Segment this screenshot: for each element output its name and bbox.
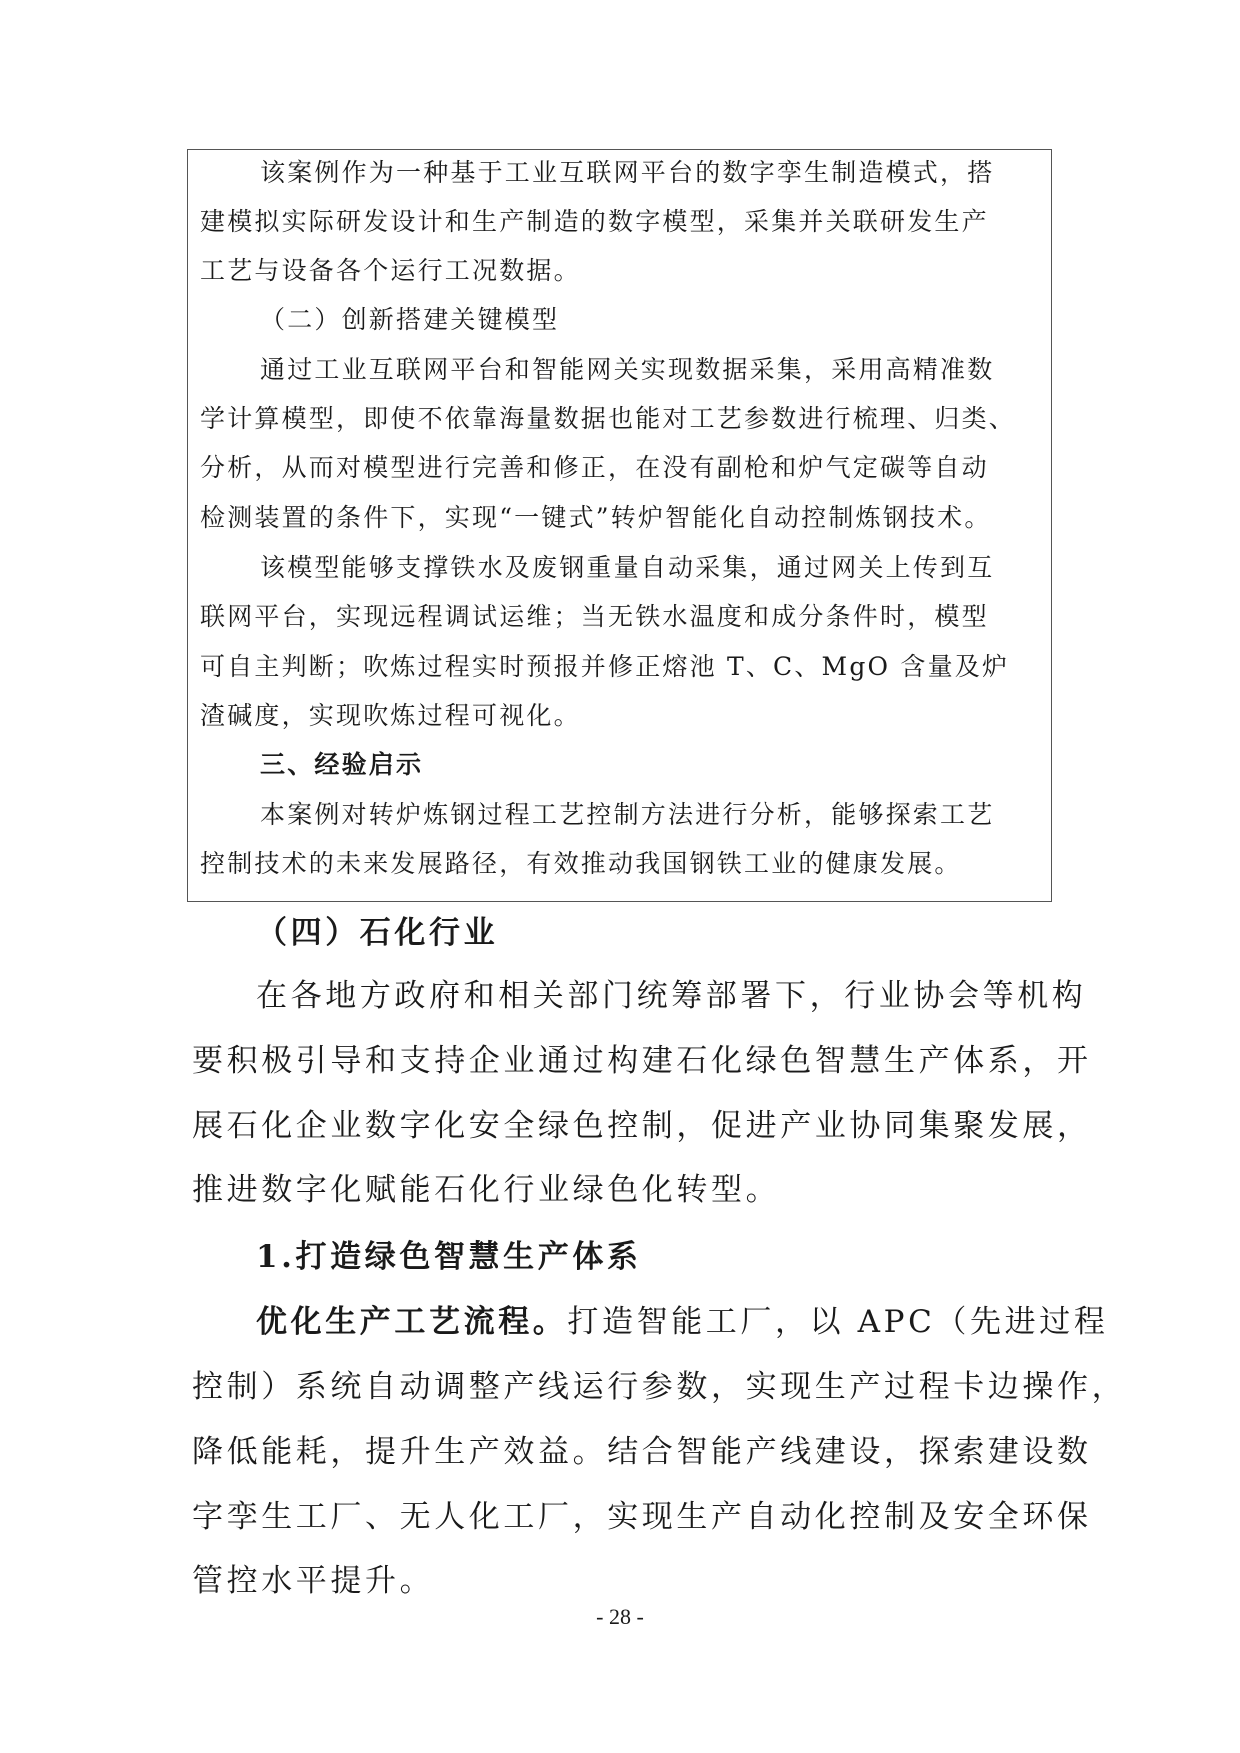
case-paragraph-line: 该模型能够支撑铁水及废钢重量自动采集，通过网关上传到互 [260,553,995,582]
case-paragraph-line: 检测装置的条件下，实现“一键式”转炉智能化自动控制炼钢技术。 [200,503,992,532]
case-paragraph-line: 本案例对转炉炼钢过程工艺控制方法进行分析，能够探索工艺 [260,800,995,829]
case-paragraph-line: 建模拟实际研发设计和生产制造的数字模型，采集并关联研发生产 [200,207,989,236]
body-paragraph-line: 在各地方政府和相关部门统筹部署下，行业协会等机构 [256,978,1087,1014]
case-paragraph-line: 该案例作为一种基于工业互联网平台的数字孪生制造模式，搭 [260,158,995,187]
body-paragraph-line: 管控水平提升。 [192,1563,435,1599]
body-paragraph-line [256,1304,1108,1340]
case-paragraph-line: 控制技术的未来发展路径，有效推动我国钢铁工业的健康发展。 [200,849,962,878]
case-paragraph-line: 学计算模型，即使不依靠海量数据也能对工艺参数进行梳理、归类、 [200,404,1017,433]
body-paragraph-line: 控制）系统自动调整产线运行参数，实现生产过程卡边操作， [192,1369,1127,1405]
case-paragraph-line: 联网平台，实现远程调试运维；当无铁水温度和成分条件时，模型 [200,602,989,631]
body-paragraph-line: 推进数字化赋能石化行业绿色化转型。 [192,1172,781,1208]
case-paragraph-line: 通过工业互联网平台和智能网关实现数据采集，采用高精准数 [260,355,995,384]
case-study-box [187,149,1052,902]
body-paragraph-line: 降低能耗，提升生产效益。结合智能产线建设，探索建设数 [192,1434,1092,1470]
paragraph-lead-rest: 打造智能工厂，以 APC（先进过程 [567,1304,1109,1340]
body-paragraph-line: 要积极引导和支持企业通过构建石化绿色智慧生产体系，开 [192,1043,1092,1079]
body-paragraph-line: 字孪生工厂、无人化工厂，实现生产自动化控制及安全环保 [192,1499,1092,1535]
case-paragraph-line: 分析，从而对模型进行完善和修正，在没有副枪和炉气定碳等自动 [200,453,989,482]
case-subheading: （二）创新搭建关键模型 [260,305,560,334]
section-heading: （四）石化行业 [256,915,499,951]
case-heading-lessons: 三、经验启示 [260,750,424,779]
body-paragraph-line: 展石化企业数字化安全绿色控制，促进产业协同集聚发展， [192,1108,1092,1144]
case-paragraph-line: 渣碱度，实现吹炼过程可视化。 [200,701,581,730]
paragraph-lead-bold: 优化生产工艺流程。 [256,1304,568,1340]
page-number: - 28 - [596,1604,644,1629]
subsection-heading: 1.打造绿色智慧生产体系 [256,1239,642,1275]
case-paragraph-line: 可自主判断；吹炼过程实时预报并修正熔池 T、C、MgO 含量及炉 [200,652,1010,681]
case-paragraph-line: 工艺与设备各个运行工况数据。 [200,256,581,285]
